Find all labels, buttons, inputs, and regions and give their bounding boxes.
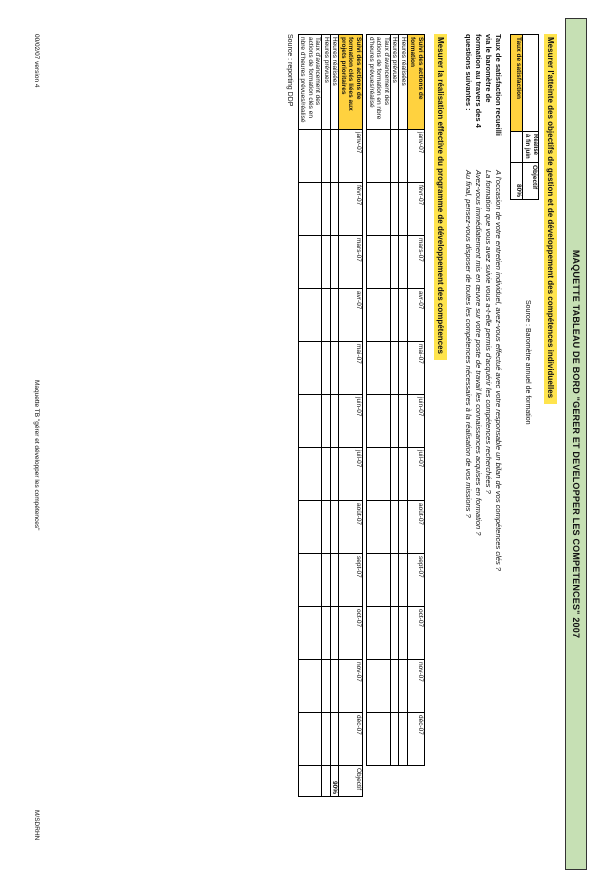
empty-cell [391,130,400,183]
month-header: avr-07 [339,289,363,342]
month-header: mars-07 [339,236,363,289]
empty-cell [322,183,331,236]
key-training-actions-table [298,34,363,797]
row-label: Heures prévues [391,35,400,130]
empty-cell [331,713,340,766]
month-header: juil-07 [408,448,425,501]
question-3: Avez-vous immédiatement mis en œuvre sur votre poste de travail les connaissances acquises en formation ? [474,170,483,536]
empty-cell [299,183,323,236]
objectif-cell [299,766,323,797]
month-header: oct-07 [339,607,363,660]
month-header: déc-07 [408,713,425,766]
empty-cell [399,395,408,448]
empty-cell [367,395,391,448]
empty-cell [331,501,340,554]
section1-heading: Mesurer l'atteinte des objectifs de gestion et de développement des compétences individuelles [544,34,557,404]
empty-cell [299,395,323,448]
row-label: Heures réalisées [331,35,340,130]
empty-cell [331,236,340,289]
survey-questions [463,170,503,571]
month-header: août-07 [339,501,363,554]
month-header: mars-07 [408,236,425,289]
month-header: sept-07 [408,554,425,607]
empty-cell [391,501,400,554]
month-header: juin-07 [339,395,363,448]
month-header: juin-07 [408,395,425,448]
month-header: sept-07 [339,554,363,607]
objectif-cell [322,766,331,797]
empty-cell [391,183,400,236]
source-barometre: Source : Baromètre annuel de formation [524,300,531,425]
question-4: Au final, pensez-vous disposer de toutes les compétences nécessaires à la réalisation de vos missions ? [464,170,473,518]
empty-cell [391,607,400,660]
row-taux-satisfaction: Taux de satisfaction [511,35,523,132]
footer-right: M/SDRHN [33,810,40,841]
row-label: Heures prévues [322,35,331,130]
empty-cell [399,554,408,607]
empty-cell [322,554,331,607]
empty-cell [331,342,340,395]
empty-cell [322,607,331,660]
empty-cell [331,607,340,660]
month-header: nov-07 [408,660,425,713]
empty-cell [367,713,391,766]
empty-cell [299,713,323,766]
month-header: avr-07 [408,289,425,342]
document-title: MAQUETTE TABLEAU DE BORD "GERER ET DEVELOPPER LES COMPETENCES" 2007 [565,18,587,870]
empty-cell [322,713,331,766]
empty-cell [399,660,408,713]
empty-cell [322,501,331,554]
empty-cell [299,342,323,395]
empty-cell [391,395,400,448]
table-row [322,35,331,797]
month-header: mai-07 [339,342,363,395]
empty-cell [322,289,331,342]
empty-cell [322,236,331,289]
empty-cell [399,289,408,342]
row-label: Heures réalisées [399,35,408,130]
empty-cell [399,448,408,501]
table-header-label: Suivi des actions de formation [408,35,425,130]
month-header: janv-07 [339,130,363,183]
empty-cell [322,660,331,713]
table-row [391,35,400,766]
empty-cell [367,236,391,289]
empty-cell [367,554,391,607]
empty-cell [322,342,331,395]
table-row [399,35,408,766]
empty-cell [399,183,408,236]
empty-cell [299,554,323,607]
empty-cell [331,448,340,501]
empty-cell [299,501,323,554]
empty-cell [299,130,323,183]
month-header: oct-07 [408,607,425,660]
empty-cell [322,130,331,183]
empty-cell [331,395,340,448]
footer-center: Maquette TB "gérer et développer les compétences" [33,380,40,531]
source-reporting: Source : reporting DDP [286,34,293,107]
empty-cell [331,554,340,607]
empty-cell [391,236,400,289]
training-actions-table [367,34,426,766]
month-header: févr-07 [408,183,425,236]
empty-cell [331,183,340,236]
satisfaction-label: Taux de satisfaction recueilli via le baromètre de formation au travers des 4 questions suivantes : [464,34,503,136]
month-header: mai-07 [408,342,425,395]
table-row [299,35,323,797]
table-header-label: Suivi des actions de formation clés liées aux projets prioritaires [339,35,363,130]
empty-cell [399,342,408,395]
objectif-cell: 90% [331,766,340,797]
empty-cell [367,289,391,342]
empty-cell [367,342,391,395]
empty-cell [399,501,408,554]
empty-cell [367,607,391,660]
empty-cell [367,660,391,713]
empty-cell [367,130,391,183]
empty-cell [391,554,400,607]
empty-cell [299,660,323,713]
empty-cell [391,342,400,395]
empty-cell [331,130,340,183]
section2-heading: Mesurer la réalisation effective du programme de développement des compétences [434,34,447,360]
empty-cell [299,448,323,501]
row-label: Taux d'avancement des actions de formation clés en nbre d'heures prévues/réalisé [299,35,323,130]
question-2: La formation que vous avez suivie vous a-t-elle permis d'acquérir les compétences recherchées ? [484,170,493,494]
table-row [331,35,340,797]
empty-cell [331,289,340,342]
col-realise: Réalisé à fin juin [523,132,539,163]
empty-cell [399,236,408,289]
empty-cell [322,395,331,448]
month-header: janv-07 [408,130,425,183]
question-1: A l'occasion de votre entretien individuel, avez-vous effectué avec votre responsable un bilan de vos compétences clés ? [494,170,503,571]
objectif-header: Objectif [339,766,363,797]
month-header: déc-07 [339,713,363,766]
empty-cell [391,713,400,766]
row-label: Taux d'avancement des actions de formation en nbre d'heures prévues/réalisé [367,35,391,130]
month-header: août-07 [408,501,425,554]
empty-cell [399,713,408,766]
empty-cell [391,660,400,713]
empty-cell [322,448,331,501]
month-header: févr-07 [339,183,363,236]
empty-cell [331,660,340,713]
empty-cell [367,183,391,236]
empty-cell [299,236,323,289]
month-header: juil-07 [339,448,363,501]
empty-cell [391,448,400,501]
col-objectif: Objectif [523,163,539,200]
empty-cell [391,289,400,342]
empty-cell [399,607,408,660]
footer-version: 00/02/07 version 4 [33,34,40,88]
month-header: nov-07 [339,660,363,713]
empty-cell [399,130,408,183]
empty-cell [367,501,391,554]
objectif-80: 80% [511,163,523,200]
table-row [367,35,391,766]
satisfaction-table [510,34,539,200]
empty-cell [367,448,391,501]
empty-cell [299,289,323,342]
empty-cell [299,607,323,660]
